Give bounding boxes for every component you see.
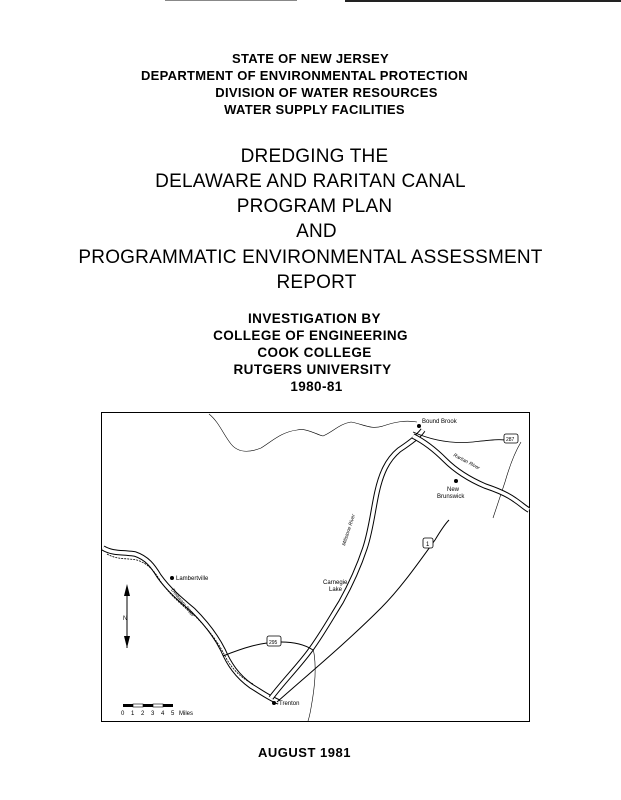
- trenton-marker: [272, 701, 276, 705]
- trenton-label: Trenton: [279, 701, 300, 707]
- lake-label: Lake: [329, 587, 343, 593]
- scale-tick-5: 5: [171, 711, 175, 717]
- canal-location-map: [101, 412, 530, 722]
- raritan-river-label: Raritan River: [452, 452, 481, 472]
- investigation-by: INVESTIGATION BY: [248, 311, 381, 326]
- rutgers-university: RUTGERS UNIVERSITY: [233, 362, 392, 377]
- scan-edge-mark-right: [345, 0, 621, 2]
- route-295-shield: [267, 636, 281, 646]
- scale-unit-label: Miles: [179, 711, 194, 717]
- route-1-label: 1: [426, 542, 430, 548]
- scale-tick-1: 1: [131, 711, 135, 717]
- cook-college: COOK COLLEGE: [257, 345, 372, 360]
- route-1-shield: [423, 538, 433, 548]
- title-line-3: PROGRAM PLAN: [236, 196, 393, 217]
- title-line-2: DELAWARE AND RARITAN CANAL: [155, 171, 466, 192]
- title-line-5: PROGRAMMATIC ENVIRONMENTAL ASSESSMENT: [78, 247, 543, 268]
- agency-division: DIVISION OF WATER RESOURCES: [215, 85, 438, 100]
- report-date: AUGUST 1981: [258, 745, 351, 760]
- route-287-label: 287: [506, 437, 515, 443]
- college-of-engineering: COLLEGE OF ENGINEERING: [213, 328, 408, 343]
- agency-department: DEPARTMENT OF ENVIRONMENTAL PROTECTION: [140, 68, 468, 83]
- scale-tick-0: 0: [121, 711, 125, 717]
- brunswick-label: Brunswick: [437, 494, 465, 500]
- study-years: 1980-81: [290, 379, 343, 394]
- scale-tick-2: 2: [141, 711, 145, 717]
- new-brunswick-marker: [454, 479, 458, 483]
- agency-state: STATE OF NEW JERSEY: [232, 51, 389, 66]
- scan-edge-mark-left: [165, 0, 297, 1]
- north-label: N: [123, 616, 128, 622]
- new-label: New: [447, 487, 460, 493]
- bound-brook-marker: [417, 424, 421, 428]
- scale-tick-3: 3: [151, 711, 155, 717]
- delaware-river-label: Delaware River: [169, 587, 196, 619]
- title-line-1: DREDGING THE: [240, 146, 389, 167]
- title-line-6: REPORT: [276, 272, 357, 293]
- bound-brook-label: Bound Brook: [422, 419, 457, 425]
- scale-tick-4: 4: [161, 711, 165, 717]
- millstone-river-label: Millstone River: [341, 513, 358, 547]
- lambertville-label: Lambertville: [176, 576, 209, 582]
- agency-facilities: WATER SUPPLY FACILITIES: [224, 102, 405, 117]
- route-295-label: 295: [269, 640, 278, 646]
- carnegie-label: Carnegie: [323, 580, 348, 586]
- route-287-shield: [504, 434, 518, 443]
- scale-bar: [123, 704, 173, 707]
- title-line-4: AND: [296, 221, 337, 242]
- lambertville-marker: [170, 576, 174, 580]
